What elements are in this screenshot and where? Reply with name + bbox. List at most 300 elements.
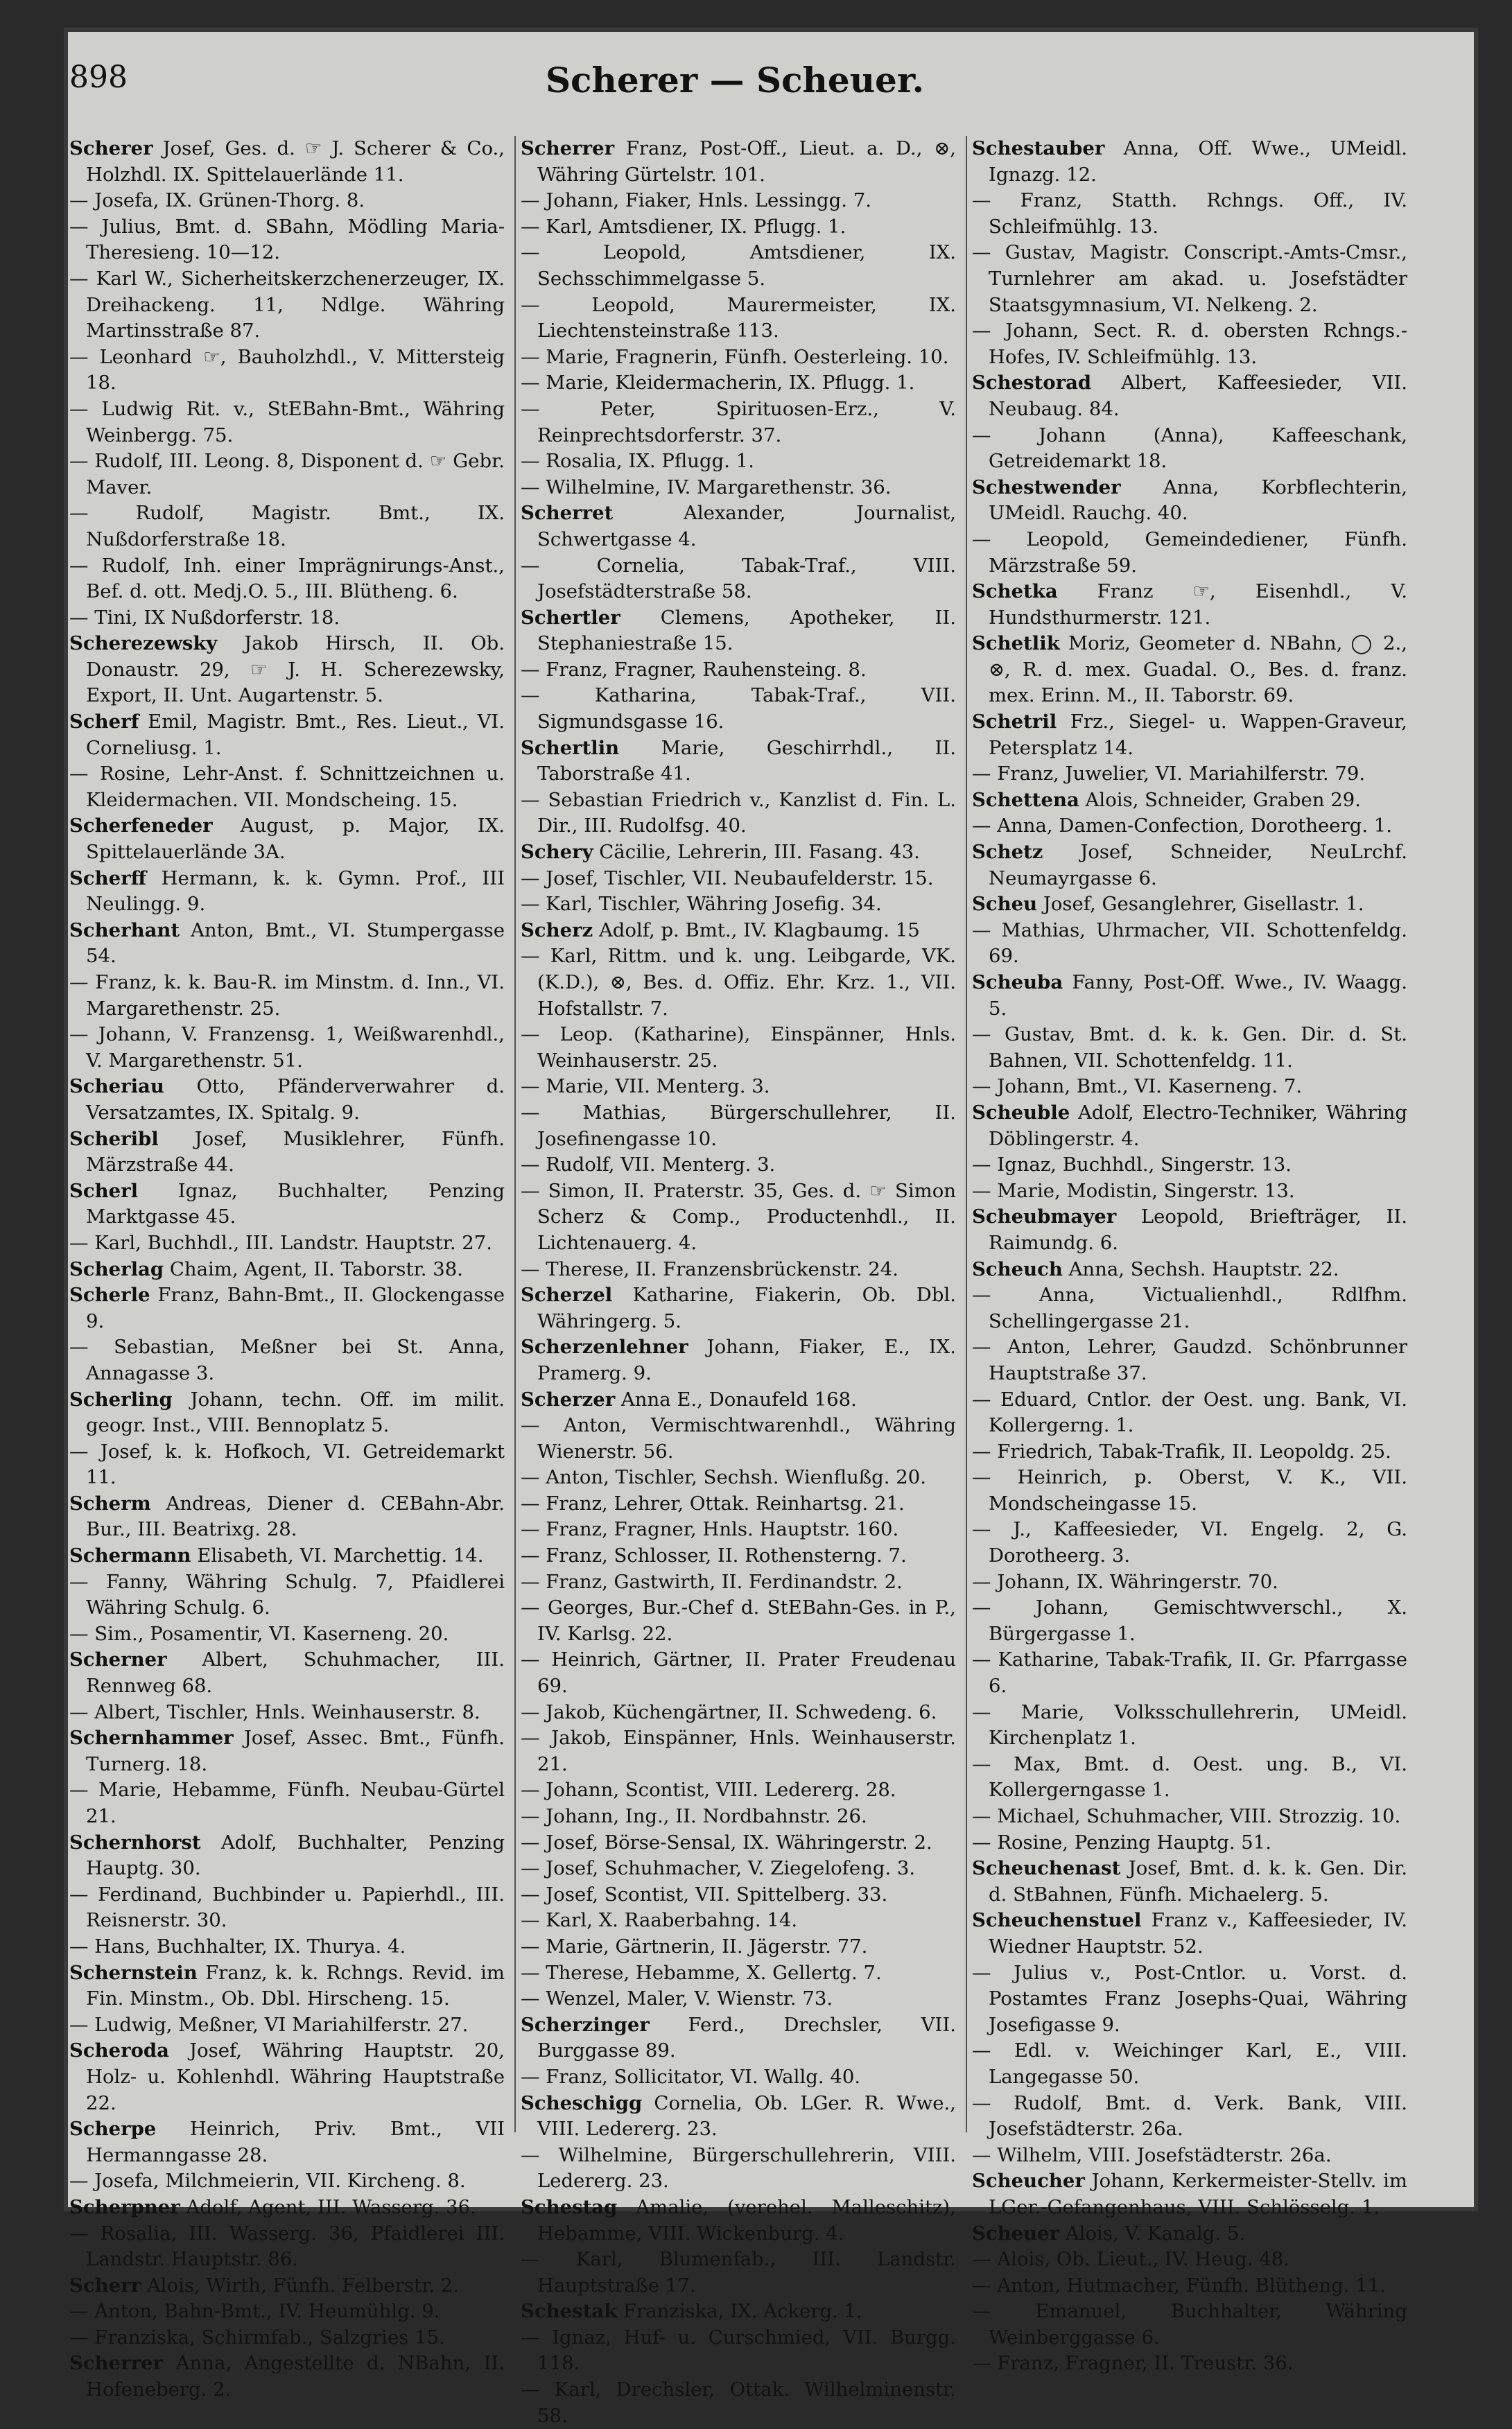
directory-entry [69,1491,505,1543]
directory-entry [69,1257,505,1283]
entry-surname: Scherl [69,1179,139,1202]
entry-surname: Schernhammer [69,1727,234,1750]
directory-entry [521,2299,956,2325]
entry-details: — Franz, Schlosser, II. Rothensterng. 7. [521,1544,907,1567]
entry-details: — Sebastian Friedrich v., Kanzlist d. Fin. L. Dir., III. Rudolfsg. 40. [521,788,956,837]
directory-entry [972,1100,1407,1152]
entry-details: — Rudolf, Bmt. d. Verk. Bank, VIII. Josefstädterstr. 26a. [972,2091,1407,2141]
directory-entry [521,1517,956,1543]
directory-entry [69,1569,505,1621]
directory-entry [972,2299,1407,2351]
entry-details: — Sebastian, Meßner bei St. Anna, Annagasse 3. [69,1336,505,1384]
directory-entry [69,866,505,918]
entry-details: — Rosalia, IX. Pflugg. 1. [521,450,754,473]
entry-details: Jakob Hirsch, II. Ob. Donaustr. 29, ☞ J. H. Scherezewsky, Export, II. Unt. Augartenstr. 5. [86,632,505,707]
entry-details: Hermann, k. k. Gymn. Prof., III Neulingg. 9. [86,867,505,916]
directory-entry [972,1856,1407,1908]
entry-details: Alois, Schneider, Graben 29. [1079,788,1361,811]
directory-entry [521,1100,956,1152]
directory-entry [69,1960,505,2012]
entry-details: — Edl. v. Weichinger Karl, E., VIII. Langegasse 50. [972,2039,1407,2088]
entry-details: — Eduard, Cntlor. der Oest. ung. Bank, VI. Kollergerng. 1. [972,1388,1407,1437]
entry-details: — Tini, IX Nußdorferstr. 18. [69,606,340,629]
entry-details: — Ludwig, Meßner, VI Mariahilferstr. 27. [69,2013,469,2036]
directory-entry [521,1934,956,1960]
entry-details: — Johann, Ing., II. Nordbahnstr. 26. [521,1805,867,1827]
directory-entry [972,839,1407,891]
entry-surname: Schestak [521,2300,618,2323]
entry-details: Anna, Off. Wwe., UMeidl. Ignazg. 12. [989,137,1407,186]
entry-details: — Gustav, Magistr. Conscript.-Amts-Cmsr., Turnlehrer am akad. u. Josefstädter Staatsgymnasium, VI. Nelkeng. 2. [972,241,1407,316]
entry-details: Franz ☞, Eisenhdl., V. Hundsthurmerstr. 121. [989,580,1407,629]
entry-details: Emil, Magistr. Bmt., Res. Lieut., VI. Corneliusg. 1. [86,711,505,759]
entry-details: Ignaz, Buchhalter, Penzing Marktgasse 45. [86,1179,505,1228]
directory-entry [972,1804,1407,1830]
entry-surname: Scherhant [69,919,180,941]
entry-details: — Franz, Fragner, Rauhensteing. 8. [521,658,867,681]
directory-entry [972,527,1407,579]
directory-entry [521,397,956,449]
entry-surname: Scheribl [69,1127,159,1150]
directory-entry [521,787,956,839]
directory-entry [69,2273,505,2299]
directory-entry [69,1777,505,1829]
entry-details: — Johann, V. Franzensg. 1, Weißwarenhdl., V. Margarethenstr. 51. [69,1023,505,1072]
directory-entry [69,553,505,605]
entry-details: Franziska, IX. Ackerg. 1. [617,2300,862,2323]
entry-details: Josef, Schneider, NeuLrchf. Neumayrgasse 6. [989,841,1407,889]
entry-surname: Scheuble [972,1101,1070,1124]
directory-entry [69,1178,505,1230]
entry-details: Josef, Bmt. d. k. k. Gen. Dir. d. StBahnen, Fünfh. Michaelerg. 5. [989,1857,1407,1906]
directory-entry [69,1543,505,1569]
directory-entry [521,735,956,787]
entry-details: — Marie, VII. Menterg. 3. [521,1075,770,1098]
directory-entry [521,449,956,475]
entry-details: Josef, Währing Hauptstr. 20, Holz- u. Kohlenhdl. Währing Hauptstraße 22. [86,2039,505,2114]
entry-details: Franz, k. k. Rchngs. Revid. im Fin. Minstm., Ob. Dbl. Hirscheng. 15. [86,1961,505,2010]
entry-details: Fanny, Post-Off. Wwe., IV. Waagg. 5. [989,971,1407,1020]
entry-details: Alois, Wirth, Fünfh. Felberstr. 2. [141,2274,459,2297]
entry-details: — Michael, Schuhmacher, VIII. Strozzig. 10. [972,1805,1401,1827]
directory-entry [521,370,956,397]
entry-surname: Scherrer [521,137,615,159]
entry-details: — Emanuel, Buchhalter, Währing Weinberggasse 6. [972,2300,1407,2349]
entry-surname: Scheuba [972,971,1063,993]
entry-details: Otto, Pfänderverwahrer d. Versatzamtes, IX. Spitalg. 9. [86,1075,505,1124]
directory-entry [521,1282,956,1334]
directory-entry [521,891,956,918]
entry-surname: Scherner [69,1648,167,1671]
entry-details: Adolf, Buchhalter, Penzing Hauptg. 30. [86,1831,505,1880]
entry-details: Josef, Musiklehrer, Fünfh. Märzstraße 44. [86,1127,505,1176]
directory-entry [69,2299,505,2325]
directory-entry [972,579,1407,631]
directory-entry [521,1387,956,1413]
entry-details: — Wilhelmine, IV. Margarethenstr. 36. [521,476,892,498]
directory-entry [69,2116,505,2168]
directory-entry [972,188,1407,240]
entry-surname: Scherlag [69,1257,164,1280]
entry-surname: Scheuchenstuel [972,1909,1142,1932]
entry-details: Anna E., Donaufeld 168. [615,1388,857,1411]
directory-entry [972,2168,1407,2220]
entry-details: — Karl, Rittm. und k. ung. Leibgarde, VK. (K.D.), ⊗, Bes. d. Offiz. Ehr. Krz. 1., VII. Hofstallstr. 7. [521,945,956,1020]
directory-entry [972,2091,1407,2143]
directory-entry [972,1647,1407,1699]
entry-details: — Franz, k. k. Bau-R. im Minstm. d. Inn., VI. Margarethenstr. 25. [69,971,505,1020]
entry-surname: Schestwender [972,476,1121,498]
directory-entry [69,2168,505,2195]
entry-surname: Schetka [972,580,1058,603]
directory-entry [972,1465,1407,1517]
directory-entry [521,2091,956,2143]
directory-entry [69,500,505,552]
entry-details: Adolf, p. Bmt., IV. Klagbaumg. 15 [593,919,920,941]
directory-entry [972,2143,1407,2169]
entry-surname: Scherzinger [521,2013,650,2036]
directory-entry [69,214,505,266]
entry-details: — Simon, II. Praterstr. 35, Ges. d. ☞ Simon Scherz & Comp., Productenhdl., II. Lichtenauerg. 4. [521,1179,956,1254]
entry-details: Johann, techn. Off. im milit. geogr. Inst., VIII. Bennoplatz 5. [86,1388,505,1437]
entry-details: Andreas, Diener d. CEBahn-Abr. Bur., III. Beatrixg. 28. [86,1492,505,1541]
directory-entry [69,1830,505,1882]
entry-details: — Karl, Drechsler, Ottak. Wilhelminenstr. 58. [521,2378,956,2427]
directory-entry [69,813,505,865]
directory-entry [69,2351,505,2403]
entry-details: — Hans, Buchhalter, IX. Thurya. 4. [69,1935,406,1958]
directory-entry [521,1986,956,2012]
directory-entry [972,1700,1407,1752]
directory-entry [521,1413,956,1465]
directory-entry [972,1908,1407,1960]
entry-details: — Rosine, Lehr-Anst. f. Schnittzeichnen u. Kleidermachen. VII. Mondscheing. 15. [69,763,505,811]
directory-entry [69,1074,505,1126]
directory-entry [521,240,956,292]
entry-surname: Scheroda [69,2039,169,2062]
directory-entry [972,1595,1407,1647]
directory-entry [972,1752,1407,1804]
entry-details: — Josef, Tischler, VII. Neubaufelderstr. 15. [521,867,934,889]
column-1 [69,136,505,2401]
entry-details: Marie, Geschirrhdl., II. Taborstraße 41. [537,736,956,785]
directory-entry [69,449,505,500]
directory-entry [69,970,505,1022]
entry-details: — Fanny, Währing Schulg. 7, Pfaidlerei Währing Schulg. 6. [69,1570,505,1619]
entry-details: Josef, Gesanglehrer, Gisellastr. 1. [1037,893,1364,916]
directory-entry [69,397,505,449]
entry-details: — Marie, Gärtnerin, II. Jägerstr. 77. [521,1935,868,1958]
entry-details: — Johann, Bmt., VI. Kaserneng. 7. [972,1075,1303,1098]
running-title: Scherer — Scheuer. [545,60,925,101]
directory-entry [69,2195,505,2221]
directory-entry [521,1777,956,1804]
directory-entry [972,813,1407,839]
entry-details: — Leopold, Amtsdiener, IX. Sechsschimmelgasse 5. [521,241,956,290]
entry-surname: Scherm [69,1492,151,1515]
entry-details: — Josef, Scontist, VII. Spittelberg. 33. [521,1883,888,1906]
directory-entry [972,1387,1407,1439]
entry-details: Albert, Kaffeesieder, VII. Neubaug. 84. [989,372,1407,420]
directory-entry [521,605,956,657]
column-2 [521,136,956,2427]
entry-details: Franz v., Kaffeesieder, IV. Wiedner Hauptstr. 52. [989,1909,1407,1958]
directory-entry [521,2247,956,2299]
page-number: 898 [69,60,128,95]
entry-details: Moriz, Geometer d. NBahn, ◯ 2., ⊗, R. d. mex. Guadal. O., Bes. d. franz. mex. Erinn. M., II. Taborstr. 69. [989,632,1407,707]
entry-details: — Therese, Hebamme, X. Gellertg. 7. [521,1961,882,1984]
entry-surname: Scheuer [972,2222,1060,2245]
entry-surname: Scheubmayer [972,1205,1117,1228]
directory-entry [972,1517,1407,1569]
entry-details: — Jakob, Einspänner, Hnls. Weinhauserstr. 21. [521,1727,956,1775]
directory-entry [521,1334,956,1386]
entry-details: — Anna, Victualienhdl., Rdlfhm. Schellingergasse 21. [972,1284,1407,1332]
entry-details: Anna, Korbflechterin, UMeidl. Rauchg. 40. [989,476,1407,525]
entry-surname: Scheuch [972,1257,1063,1280]
directory-entry [521,1804,956,1830]
directory-entry [521,475,956,501]
entry-details: — Gustav, Bmt. d. k. k. Gen. Dir. d. St. Bahnen, VII. Schottenfeldg. 11. [972,1023,1407,1072]
entry-details: — Karl, Tischler, Währing Josefig. 34. [521,893,882,916]
entry-details: Franz, Bahn-Bmt., II. Glockengasse 9. [86,1284,505,1332]
entry-details: — J., Kaffeesieder, VI. Engelg. 2, G. Dorotheerg. 3. [972,1518,1407,1567]
entry-details: Cäcilie, Lehrerin, III. Fasang. 43. [593,841,920,864]
entry-details: — Wilhelm, VIII. Josefstädterstr. 26a. [972,2143,1332,2166]
directory-entry [972,970,1407,1022]
entry-surname: Scherzer [521,1388,616,1411]
entry-details: — Mathias, Uhrmacher, VII. Schottenfeldg. 69. [972,919,1407,968]
entry-surname: Schestag [521,2195,618,2218]
directory-entry [972,240,1407,318]
directory-entry [521,2325,956,2377]
entry-details: — Karl W., Sicherheitskerzchenerzeuger, IX. Dreihackeng. 11, Ndlge. Währing Martinsstraße 87. [69,267,505,342]
directory-entry [521,1569,956,1596]
directory-entry [69,1621,505,1648]
entry-surname: Scherzenlehner [521,1336,688,1359]
directory-entry [69,761,505,813]
directory-entry [972,423,1407,475]
directory-entry [521,553,956,605]
directory-entry [69,1439,505,1491]
directory-entry [521,136,956,188]
entry-details: — Anton, Hutmacher, Fünfh. Blütheng. 11. [972,2274,1386,2297]
entry-details: — Leonhard ☞, Bauholzhdl., V. Mittersteig 18. [69,345,505,394]
directory-entry [972,1282,1407,1334]
directory-entry [69,1882,505,1934]
entry-details: — Franz, Statth. Rchngs. Off., IV. Schleifmühlg. 13. [972,189,1407,238]
directory-entry [69,2325,505,2351]
entry-details: — Johann, Scontist, VIII. Ledererg. 28. [521,1779,896,1802]
entry-details: — Anton, Bahn-Bmt., IV. Heumühlg. 9. [69,2300,440,2323]
entry-details: — Max, Bmt. d. Oest. ung. B., VI. Kollergerngasse 1. [972,1752,1407,1802]
entry-details: — Cornelia, Tabak-Traf., VIII. Josefstädterstraße 58. [521,554,956,603]
entry-surname: Scherfeneder [69,815,213,837]
entry-details: Adolf, Electro-Techniker, Währing Döblingerstr. 4. [989,1101,1407,1150]
directory-entry [69,266,505,345]
directory-entry [972,1960,1407,2039]
entry-details: — Albert, Tischler, Hnls. Weinhauserstr. 8. [69,1700,480,1723]
entry-details: — Ignaz, Buchhdl., Singerstr. 13. [972,1153,1292,1176]
entry-surname: Scherpe [69,2118,157,2141]
entry-details: — Ignaz, Huf- u. Curschmied, VII. Burgg. 118. [521,2326,956,2375]
directory-entry [69,918,505,970]
entry-details: Josef, Ges. d. ☞ J. Scherer & Co., Holzhdl. IX. Spittelauerlände 11. [86,137,505,186]
entry-details: — Heinrich, Gärtner, II. Prater Freudenau 69. [521,1648,956,1698]
directory-entry [69,1282,505,1334]
entry-details: Franz, Post-Off., Lieut. a. D., ⊗, Währing Gürtelstr. 101. [537,137,956,186]
entry-details: Clemens, Apotheker, II. Stephaniestraße 15. [537,606,956,655]
entry-surname: Schestauber [972,137,1105,159]
entry-details: — Sim., Posamentir, VI. Kaserneng. 20. [69,1622,449,1645]
entry-details: Alexander, Journalist, Schwertgasse 4. [537,502,956,550]
entry-details: — Anna, Damen-Confection, Dorotheerg. 1. [972,815,1393,837]
entry-surname: Schery [521,841,593,864]
directory-entry [521,1830,956,1856]
entry-details: Elisabeth, VI. Marchettig. 14. [191,1544,484,1567]
entry-details: Anna, Angestellte d. NBahn, II. Hofeneberg. 2. [86,2352,505,2401]
directory-entry [521,293,956,345]
entry-surname: Scherezewsky [69,632,218,655]
page-header [69,60,1400,115]
directory-entry [972,1334,1407,1386]
directory-entry [521,1856,956,1882]
directory-entry [69,1022,505,1074]
entry-details: Anton, Bmt., VI. Stumpergasse 54. [86,919,505,968]
directory-entry [521,2012,956,2064]
entry-details: Josef, Assec. Bmt., Fünfh. Turnerg. 18. [86,1727,505,1775]
entry-details: — Julius, Bmt. d. SBahn, Mödling Maria-Theresieng. 10—12. [69,215,505,264]
directory-entry [69,345,505,397]
entry-surname: Schettena [972,788,1079,811]
directory-entry [69,709,505,761]
entry-details: — Marie, Fragnerin, Fünfh. Oesterleing. 10. [521,345,949,368]
entry-details: — Rudolf, VII. Menterg. 3. [521,1153,776,1176]
directory-entry [972,2221,1407,2247]
directory-entry [521,1595,956,1647]
entry-surname: Scherff [69,867,147,889]
directory-entry [972,1152,1407,1178]
entry-details: — Franz, Fragner, II. Treustr. 36. [972,2352,1294,2375]
directory-entry [521,1465,956,1491]
directory-entry [69,1700,505,1726]
entry-details: — Johann, Sect. R. d. obersten Rchngs.-Hofes, IV. Schleifmühlg. 13. [972,320,1407,368]
entry-details: — Peter, Spirituosen-Erz., V. Reinprechtsdorferstr. 37. [521,397,956,446]
directory-entry [972,1204,1407,1256]
directory-entry [972,1569,1407,1596]
entry-details: Alois, V. Kanalg. 5. [1059,2222,1246,2245]
directory-entry [972,136,1407,188]
entry-details: — Therese, II. Franzensbrückenstr. 24. [521,1257,899,1280]
entry-details: Adolf, Agent, III. Wasserg. 36. [180,2195,476,2218]
directory-entry [521,1152,956,1178]
directory-entry [972,2273,1407,2299]
directory-entry [521,1700,956,1726]
entry-details: — Karl, Amtsdiener, IX. Pflugg. 1. [521,215,846,238]
entry-details: — Johann, Fiaker, Hnls. Lessingg. 7. [521,189,871,212]
entry-details: — Josefa, IX. Grünen-Thorg. 8. [69,189,365,212]
entry-details: Johann, Fiaker, E., IX. Pramerg. 9. [537,1336,956,1384]
entry-details: Johann, Kerkermeister-Stellv. im LGer.-Gefangenhaus, VIII. Schlösselg. 1. [989,2170,1407,2218]
entry-details: — Josef, k. k. Hofkoch, VI. Getreidemarkt 11. [69,1440,505,1489]
entry-details: — Franz, Juwelier, VI. Mariahilferstr. 79. [972,763,1366,785]
directory-entry [521,1960,956,1987]
entry-surname: Schetz [972,841,1043,864]
directory-entry [69,188,505,214]
entry-details: Ferd., Drechsler, VII. Burggasse 89. [537,2013,956,2062]
entry-surname: Scherret [521,502,614,525]
entry-details: August, p. Major, IX. Spittelauerlände 3A. [86,815,505,864]
column-3 [972,136,1407,2375]
directory-entry [521,214,956,241]
entry-details: — Rosine, Penzing Hauptg. 51. [972,1831,1272,1854]
directory-entry [521,1882,956,1908]
directory-entry [521,1257,956,1283]
entry-surname: Schetril [972,711,1057,733]
directory-entry [521,345,956,371]
entry-surname: Scheu [972,893,1038,916]
directory-entry [521,1543,956,1569]
directory-entry [521,1022,956,1074]
directory-entry [521,2377,956,2429]
directory-entry [521,1908,956,1934]
entry-surname: Scherr [69,2274,141,2297]
entry-details: — Katharina, Tabak-Traf., VII. Sigmundsgasse 16. [521,684,956,733]
directory-entry [69,2038,505,2116]
directory-entry [972,918,1407,970]
directory-columns [69,136,1407,2427]
entry-details: — Anton, Lehrer, Gaudzd. Schönbrunner Hauptstraße 37. [972,1336,1407,1384]
entry-surname: Schermann [69,1544,191,1567]
entry-details: — Leopold, Maurermeister, IX. Liechtensteinstraße 113. [521,293,956,342]
directory-entry [521,1074,956,1100]
entry-details: Amalie, (verehel. Malleschitz), Hebamme, VIII. Wickenburg. 4. [537,2195,956,2245]
directory-entry [972,761,1407,787]
directory-entry [69,136,505,188]
directory-entry [972,1830,1407,1856]
entry-surname: Scheschigg [521,2091,643,2114]
directory-entry [521,2143,956,2195]
directory-entry [69,1230,505,1257]
directory-entry [69,1334,505,1386]
entry-surname: Schernstein [69,1961,198,1984]
entry-details: — Julius v., Post-Cntlor. u. Vorst. d. Postamtes Franz Josephs-Quai, Währing Josefigasse 9. [972,1961,1407,2036]
entry-surname: Schetlik [972,632,1060,655]
entry-details: — Karl, Buchhdl., III. Landstr. Hauptstr. 27. [69,1231,493,1254]
directory-entry [972,631,1407,709]
entry-details: — Wilhelmine, Bürgerschullehrerin, VIII. Ledererg. 23. [521,2143,956,2193]
entry-surname: Scherz [521,919,593,941]
directory-entry [521,1647,956,1699]
entry-details: — Katharine, Tabak-Trafik, II. Gr. Pfarrgasse 6. [972,1648,1407,1698]
entry-details: Leopold, Briefträger, II. Raimundg. 6. [989,1205,1407,1254]
directory-entry [521,683,956,735]
directory-entry [521,918,956,944]
directory-entry [69,2221,505,2273]
directory-entry [69,605,505,632]
entry-surname: Schestorad [972,372,1092,394]
entry-details: — Leop. (Katharine), Einspänner, Hnls. Weinhauserstr. 25. [521,1023,956,1072]
entry-details: — Anton, Vermischtwarenhdl., Währing Wienerstr. 56. [521,1414,956,1463]
entry-surname: Scheuchenast [972,1857,1121,1880]
entry-details: — Friedrich, Tabak-Trafik, II. Leopoldg. 25. [972,1440,1391,1463]
entry-details: — Wenzel, Maler, V. Wienstr. 73. [521,1987,833,2010]
entry-details: — Heinrich, p. Oberst, V. K., VII. Mondscheingasse 15. [972,1466,1407,1515]
directory-entry [972,318,1407,370]
entry-details: — Georges, Bur.-Chef d. StEBahn-Ges. in P., IV. Karlsg. 22. [521,1596,956,1645]
entry-surname: Scherf [69,711,139,733]
entry-surname: Schertlin [521,736,620,759]
